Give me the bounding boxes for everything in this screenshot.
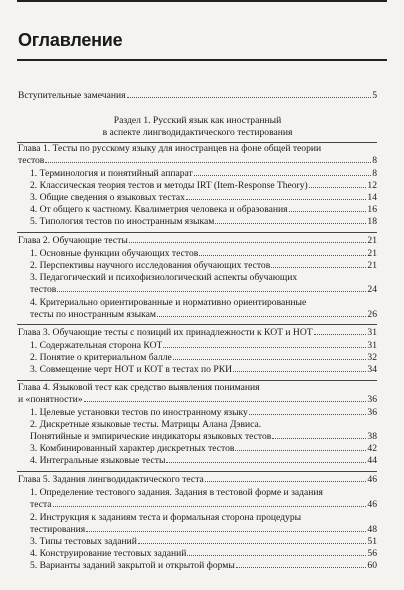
toc-entry[interactable]: 3. Комбинированный характер дискретных тестов 42 [30,443,377,454]
toc-entry[interactable]: 2. Перспективы научного исследования обучающих тестов 21 [30,260,377,271]
toc-entry-line: 4. Критериально ориентированные и нормативно ориентированные [30,297,307,308]
toc-entry[interactable]: тестирования 48 [30,524,377,535]
section-heading-line2: в аспекте лингводидактического тестирования [102,127,293,138]
toc-entry-chapter-2[interactable]: Глава 2. Обучающие тесты 21 [18,235,377,246]
chapter-divider [17,471,377,472]
toc-entry-intro[interactable]: Вступительные замечания 5 [18,90,377,101]
toc-entry[interactable]: Понятийные и эмпирические индикаторы языковых тестов 38 [30,431,377,442]
top-rule [17,0,387,2]
toc-entry-chapter-4[interactable]: и «понятности» 36 [18,394,377,405]
toc-entry[interactable]: 1. Содержательная сторона КОТ 31 [30,340,377,351]
toc-entry-line: 3. Педагогический и психофизиологический аспекты обучающих [30,272,298,283]
toc-entry[interactable]: тестов 24 [30,284,377,295]
toc-entry[interactable]: 1. Целевые установки тестов по иностранному языку 36 [30,407,377,418]
toc-entry[interactable]: 3. Общие сведения о языковых тестах 14 [30,192,377,203]
toc-entry-chapter-3[interactable]: Глава 3. Обучающие тесты с позиций их принадлежности к КОТ и НОТ 31 [18,327,377,338]
toc-entry-line: 1. Определение тестового задания. Задания в тестовой форме и задания [30,487,323,498]
toc-entry[interactable]: 3. Типы тестовых заданий 51 [30,536,377,547]
toc-entry-line: 2. Инструкция к заданиям теста и формальная сторона процедуры [30,512,302,523]
chapter-1-title: Глава 1. Тесты по русскому языку для иностранцев на фоне общей теории [18,143,322,154]
toc-entry[interactable]: 2. Классическая теория тестов и методы IRT (Item-Response Theory) 12 [30,180,377,191]
toc-entry[interactable]: 4. От общего к частному. Квалиметрия человека и образования 16 [30,204,377,215]
title-rule [17,59,387,61]
section-heading-line1: Раздел 1. Русский язык как иностранный [113,115,282,126]
toc-entry[interactable]: 4. Интегральные языковые тесты 44 [30,455,377,466]
page-title: Оглавление [18,30,123,50]
toc-entry[interactable]: 4. Конструирование тестовых заданий 56 [30,548,377,559]
toc-entry-chapter-1[interactable]: тестов 8 [18,155,377,166]
chapter-divider [17,324,377,325]
toc-entry[interactable]: 2. Понятие о критериальном балле 32 [30,352,377,363]
toc-entry[interactable]: 3. Совмещение черт НОТ и КОТ в тестах по РКИ 34 [30,364,377,375]
toc-entry[interactable]: 5. Варианты заданий закрытой и открытой формы 60 [30,560,377,571]
toc-entry[interactable]: тесты по иностранным языкам 26 [30,309,377,320]
chapter-divider [17,380,377,381]
toc-entry-line: 2. Дискретные языковые тесты. Матрицы Алана Дэвиса. [30,419,262,430]
chapter-4-title: Глава 4. Языковой тест как средство выявления понимания [18,382,260,393]
toc-entry[interactable]: 1. Основные функции обучающих тестов 21 [30,248,377,259]
chapter-divider [17,232,377,233]
toc-entry-chapter-5[interactable]: Глава 5. Задания лингводидактического теста 46 [18,474,377,485]
toc-entry[interactable]: 5. Типология тестов по иностранным языкам 18 [30,216,377,227]
toc-entry[interactable]: 1. Терминология и понятийный аппарат 8 [30,168,377,179]
toc-entry[interactable]: теста 46 [30,499,377,510]
